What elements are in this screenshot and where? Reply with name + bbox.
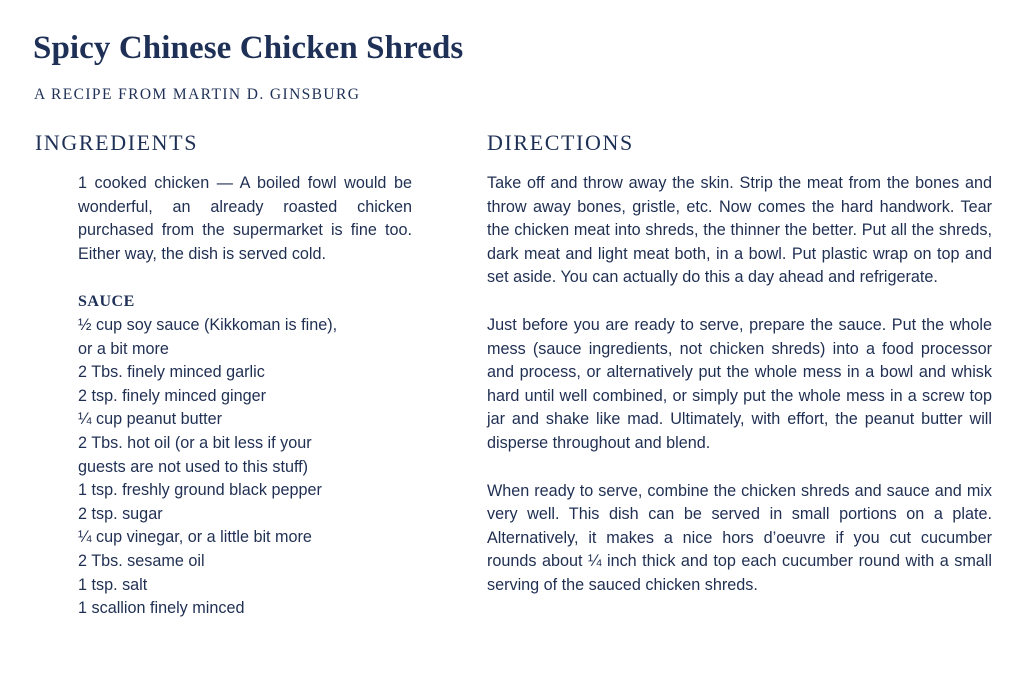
directions-heading: DIRECTIONS	[487, 130, 634, 155]
ingredients-heading: INGREDIENTS	[35, 130, 199, 155]
sauce-item: 2 Tbs. finely minced garlic	[78, 363, 265, 382]
sauce-item: 1 scallion finely minced	[78, 599, 245, 618]
sauce-item: 1 tsp. salt	[78, 575, 148, 594]
sauce-item: ¼ cup vinegar, or a little bit more	[78, 528, 312, 547]
sauce-heading: SAUCE	[78, 293, 135, 311]
sauce-item: 2 tsp. sugar	[78, 504, 163, 523]
sauce-item: or a bit more	[78, 339, 169, 358]
ingredients-intro: 1 cooked chicken — A boiled fowl would be wonderful, an already roasted chicken purchased from the supermarket is fine too. Either way, the dish is served cold.	[78, 174, 412, 263]
sauce-item: 2 Tbs. sesame oil	[78, 551, 205, 570]
ingredients-section	[78, 172, 412, 621]
recipe-title: Spicy Chinese Chicken Shreds	[33, 30, 464, 66]
sauce-item: 1 tsp. freshly ground black pepper	[78, 481, 322, 500]
directions-paragraph: Just before you are ready to serve, prepare the sauce. Put the whole mess (sauce ingredients, not chicken shreds) into a food processor and process, or alternatively put the whole mess in a bowl and whisk hard until well combined, or simply put the whole mess in a screw top jar and shake like mad. Ultimately, with effort, the peanut butter will disperse throughout and blend.	[487, 315, 992, 452]
sauce-item: ¼ cup peanut butter	[78, 410, 222, 429]
sauce-item: 2 Tbs. hot oil (or a bit less if your	[78, 433, 312, 452]
directions-paragraph: When ready to serve, combine the chicken shreds and sauce and mix very well. This dish can be served in small portions on a plate. Alternatively, it makes a nice hors d’oeuvre if you cut cucumber rounds about ¼ inch thick and top each cucumber round with a small serving of the sauced chicken shreds.	[487, 481, 992, 594]
recipe-subtitle: A RECIPE FROM MARTIN D. GINSBURG	[34, 86, 361, 103]
sauce-item: guests are not used to this stuff)	[78, 457, 309, 476]
directions-paragraph: Take off and throw away the skin. Strip the meat from the bones and throw away bones, gristle, etc. Now comes the hard handwork. Tear the chicken meat into shreds, the thinner the better. Put all the shreds, dark meat and light meat both, in a bowl. Put plastic wrap on top and set aside. You can actually do this a day ahead and refrigerate.	[487, 174, 992, 287]
directions-section	[487, 172, 992, 622]
sauce-item: ½ cup soy sauce (Kikkoman is fine),	[78, 315, 338, 334]
sauce-item: 2 tsp. finely minced ginger	[78, 386, 267, 405]
sauce-list	[78, 314, 412, 621]
